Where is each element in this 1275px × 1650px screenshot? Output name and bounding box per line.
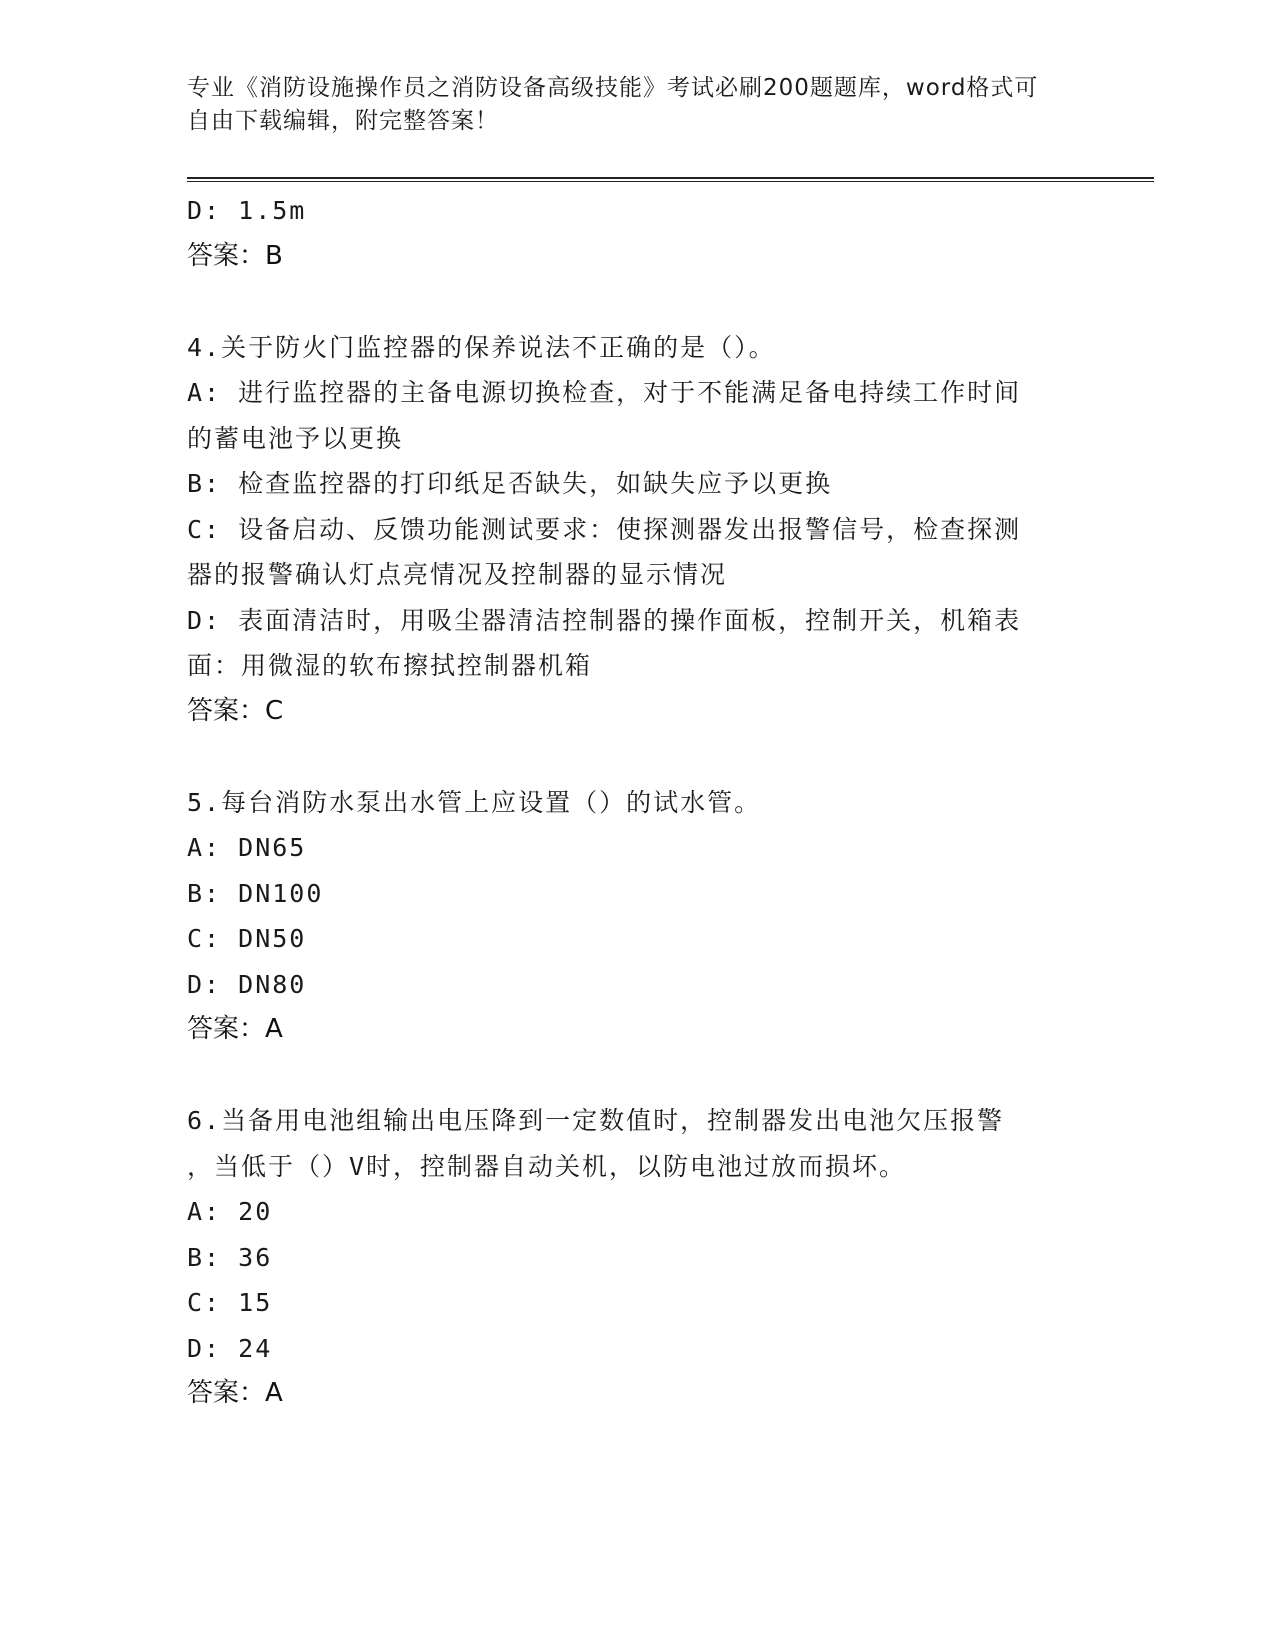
question-3-tail <box>187 188 1087 279</box>
header-title-line-1: 专业《消防设施操作员之消防设备高级技能》考试必刷200题题库，word格式可 <box>187 75 1039 101</box>
option-b: B: 检查监控器的打印纸足否缺失，如缺失应予以更换 <box>187 469 833 498</box>
option-d: D: 24 <box>187 1333 273 1363</box>
spacer <box>187 734 1087 780</box>
option-c-continued: 器的报警确认灯点亮情况及控制器的显示情况 <box>187 560 728 589</box>
answer: 答案：A <box>187 1014 283 1044</box>
question-stem: 6.当备用电池组输出电压降到一定数值时，控制器发出电池欠压报警 <box>187 1106 1005 1135</box>
option-d: D: 表面清洁时，用吸尘器清洁控制器的操作面板，控制开关，机箱表 <box>187 605 1022 635</box>
answer: 答案：A <box>187 1378 283 1408</box>
option-a: A: 20 <box>187 1197 273 1226</box>
option-a: A: DN65 <box>187 833 307 862</box>
spacer <box>187 1053 1087 1099</box>
question-5 <box>187 780 1087 1053</box>
answer: 答案：C <box>187 695 284 726</box>
option-a: A: 进行监控器的主备电源切换检查，对于不能满足备电持续工作时间 <box>187 378 1022 407</box>
document-body <box>187 188 1087 1417</box>
page-header <box>187 72 1087 138</box>
option-c: C: 设备启动、反馈功能测试要求：使探测器发出报警信号，检查探测 <box>187 514 1022 544</box>
question-6 <box>187 1098 1087 1417</box>
spacer <box>187 279 1087 325</box>
option-d: D: DN80 <box>187 969 307 999</box>
question-4 <box>187 325 1087 735</box>
option-c: C: DN50 <box>187 924 307 953</box>
option-b: B: 36 <box>187 1242 273 1272</box>
option-a-continued: 的蓄电池予以更换 <box>187 423 404 453</box>
option-d-continued: 面：用微湿的软布擦拭控制器机箱 <box>187 651 593 680</box>
question-stem-continued: ，当低于（）V时，控制器自动关机，以防电池过放而损坏。 <box>187 1151 907 1181</box>
option-b: B: DN100 <box>187 878 324 908</box>
answer: 答案：B <box>187 240 283 271</box>
header-divider <box>187 177 1154 182</box>
question-stem: 4.关于防火门监控器的保养说法不正确的是（）。 <box>187 332 776 362</box>
option-c: C: 15 <box>187 1288 273 1317</box>
header-title-line-2: 自由下载编辑，附完整答案！ <box>187 108 499 134</box>
question-stem: 5.每台消防水泵出水管上应设置（）的试水管。 <box>187 787 762 817</box>
option-d: D: 1.5m <box>187 196 307 225</box>
